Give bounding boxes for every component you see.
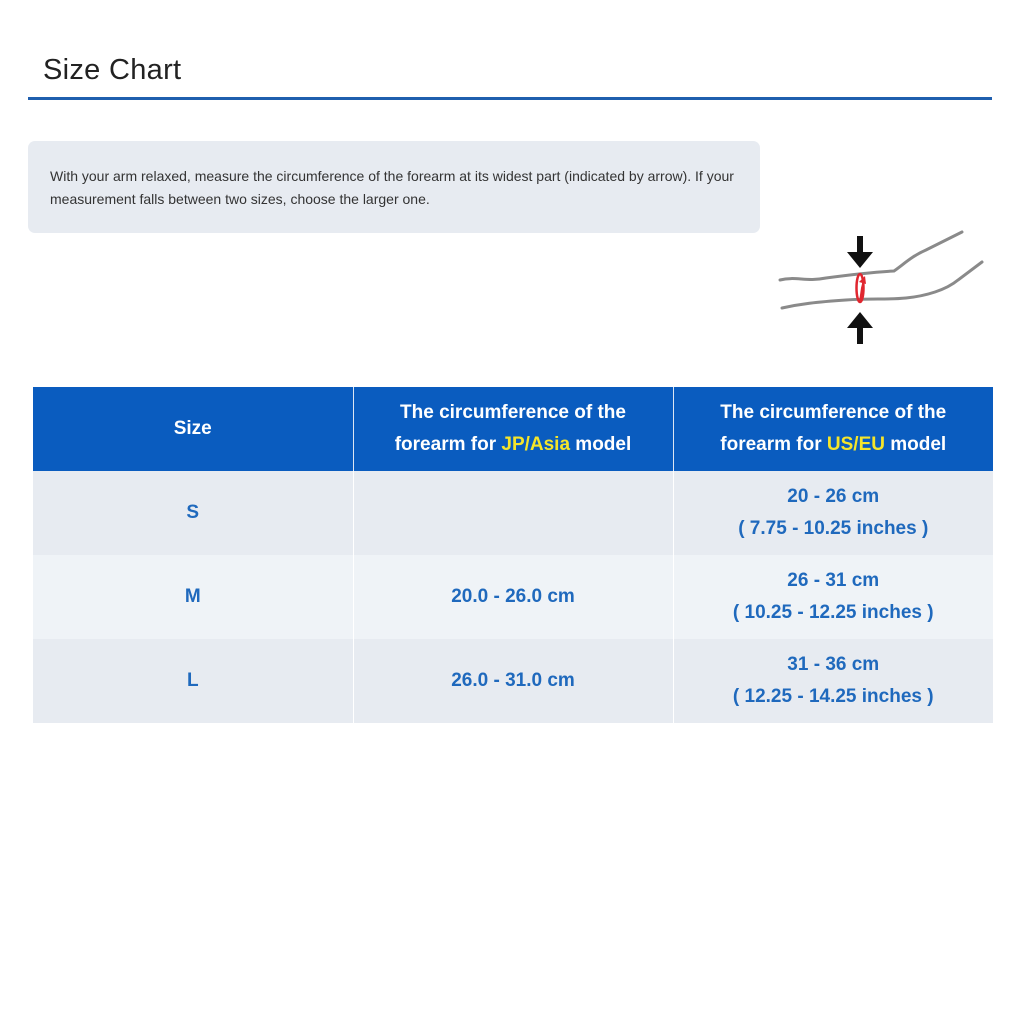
table-row bbox=[33, 471, 993, 555]
header-us-prefix: forearm for bbox=[720, 434, 827, 455]
instructions-text: With your arm relaxed, measure the circumference of the forearm at its widest part (indicated by arrow). If your measurement falls between two sizes, choose the larger one. bbox=[50, 168, 734, 207]
header-jp-highlight: JP/Asia bbox=[501, 434, 571, 455]
cell-us bbox=[673, 639, 993, 723]
header-jp-suffix: model bbox=[570, 434, 632, 455]
table-row bbox=[33, 639, 993, 723]
cell-us-inches: ( 10.25 - 12.25 inches ) bbox=[732, 602, 934, 623]
header-us-line1: The circumference of the bbox=[720, 402, 947, 423]
cell-us-inches: ( 12.25 - 14.25 inches ) bbox=[732, 686, 934, 707]
measurement-instructions bbox=[28, 141, 760, 233]
cell-us bbox=[673, 471, 993, 555]
header-size: Size bbox=[33, 387, 353, 471]
header-jp-prefix: forearm for bbox=[394, 434, 502, 455]
header-jp-asia bbox=[353, 387, 673, 471]
page-title: Size Chart bbox=[43, 54, 182, 86]
cell-jp: 20.0 - 26.0 cm bbox=[353, 555, 673, 639]
arm-outline-bottom bbox=[782, 262, 982, 308]
cell-size: M bbox=[33, 555, 353, 639]
header-us-highlight: US/EU bbox=[826, 434, 885, 455]
cell-size: S bbox=[33, 471, 353, 555]
header-jp-line1: The circumference of the bbox=[400, 402, 626, 423]
size-table bbox=[33, 387, 993, 723]
header-us-suffix: model bbox=[884, 434, 947, 455]
forearm-measurement-diagram-icon bbox=[776, 224, 990, 348]
table-row bbox=[33, 555, 993, 639]
cell-us bbox=[673, 555, 993, 639]
cell-us-cm: 31 - 36 cm bbox=[787, 654, 880, 675]
arm-outline-top bbox=[780, 232, 962, 280]
table-header-row bbox=[33, 387, 993, 471]
cell-us-cm: 26 - 31 cm bbox=[787, 570, 880, 591]
cell-us-inches: ( 7.75 - 10.25 inches ) bbox=[738, 518, 929, 539]
title-divider bbox=[28, 97, 992, 100]
cell-size: L bbox=[33, 639, 353, 723]
arrow-up-icon bbox=[847, 312, 873, 344]
cell-jp: 26.0 - 31.0 cm bbox=[353, 639, 673, 723]
cell-us-cm: 20 - 26 cm bbox=[787, 486, 880, 507]
cell-jp bbox=[353, 471, 673, 555]
header-us-eu bbox=[673, 387, 993, 471]
arrow-down-icon bbox=[847, 236, 873, 268]
